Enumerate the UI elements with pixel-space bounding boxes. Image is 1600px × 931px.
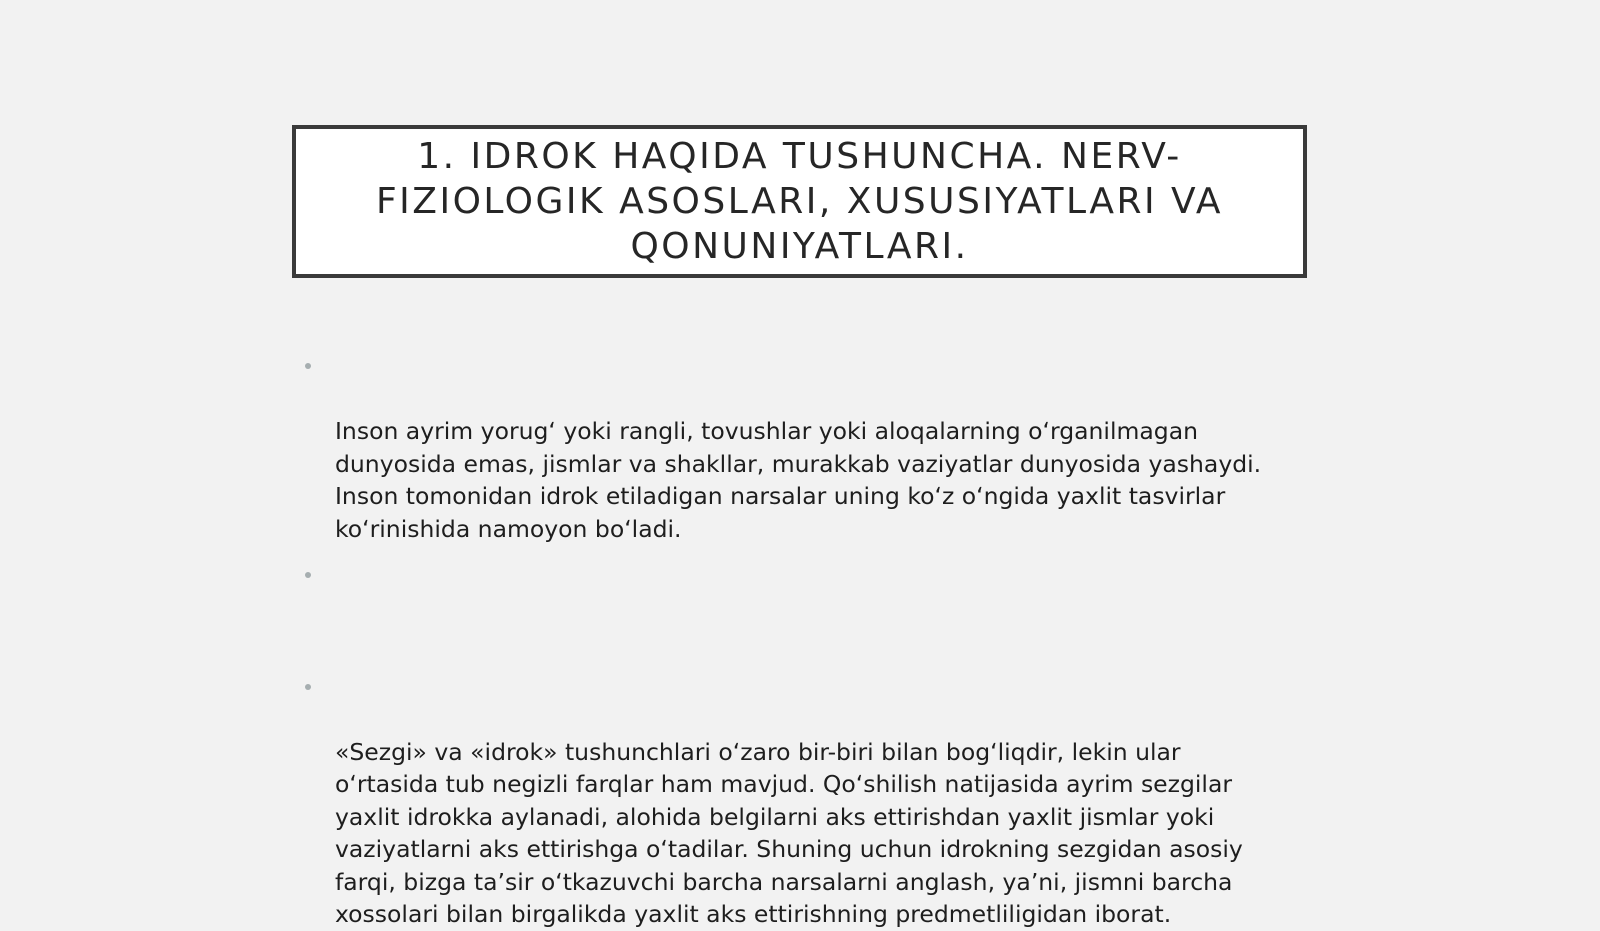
bullet-dot-icon xyxy=(305,684,311,690)
bullet-item-3 xyxy=(300,671,1270,931)
bullet-list xyxy=(300,350,1270,931)
slide-title-box xyxy=(292,125,1307,278)
bullet-dot-icon xyxy=(305,572,311,578)
bullet-item-1 xyxy=(300,350,1270,545)
slide-content xyxy=(300,350,1270,931)
bullet-text-1: Inson ayrim yorugʻ yoki rangli, tovushlar yoki aloqalarning oʻrganilmagan dunyosida emas, jismlar va shakllar, murakkab vaziyatlar dunyosida yashaydi. Inson tomonidan idrok etiladigan narsalar uning koʻz oʻngida yaxlit tasvirlar koʻrinishida namoyon boʻladi. xyxy=(335,417,1262,543)
bullet-item-2 xyxy=(300,559,1270,657)
bullet-dot-icon xyxy=(305,363,311,369)
slide-title: 1. IDROK HAQIDA TUSHUNCHA. NERV- FIZIOLOGIK ASOSLARI, XUSUSIYATLARI VA QONUNIYATLARI. xyxy=(375,136,1224,267)
bullet-text-3: «Sezgi» va «idrok» tushunchlari oʻzaro bir-biri bilan bogʻliqdir, lekin ular oʻrtasida tub negizli farqlar ham mavjud. Qoʻshilish natijasida ayrim sezgilar yaxlit idrokka aylanadi, alohida belgilarni aks ettirishdan yaxlit jismlar yoki vaziyatlarni aks ettirishga oʻtadilar. Shuning uchun idrokning sezgidan asosiy farqi, bizga ta’sir oʻtkazuvchi barcha narsalarni anglash, ya’ni, jismni barcha xossolari bilan birgalikda yaxlit aks ettirishning predmetliligidan iborat. xyxy=(335,737,1243,928)
